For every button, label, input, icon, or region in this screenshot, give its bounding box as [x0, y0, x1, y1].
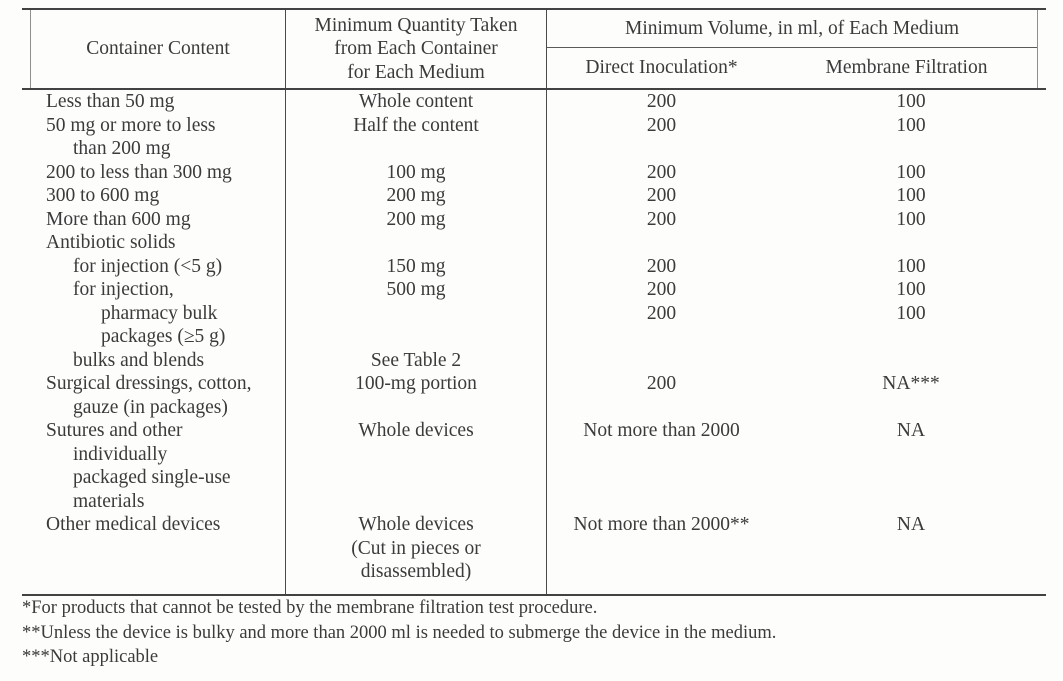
direct-inoculation-cell: 200	[646, 91, 677, 112]
membrane-filtration-cell: NA	[896, 514, 926, 535]
membrane-filtration-cell	[776, 349, 1046, 373]
header-minimum-quantity	[286, 10, 547, 88]
table-row	[22, 302, 1046, 326]
membrane-filtration-cell: NA***	[882, 373, 940, 394]
direct-inoculation-cell: 200	[646, 279, 677, 300]
spacer-cell	[547, 584, 776, 594]
header-quantity-line-1: Minimum Quantity Taken	[314, 14, 518, 36]
direct-inoculation-cell: 200	[646, 161, 677, 183]
membrane-filtration-cell	[776, 537, 1046, 561]
membrane-filtration-cell: 100	[896, 255, 926, 277]
membrane-filtration-cell: 100	[896, 161, 926, 183]
container-content-cell: Sutures and other	[22, 419, 286, 443]
direct-inoculation-cell: Not more than 2000	[583, 420, 740, 441]
quantity-cell: 100 mg	[286, 161, 547, 185]
header-membrane-filtration	[776, 48, 1037, 88]
container-content-cell: bulks and blends	[22, 349, 286, 373]
table-row	[22, 255, 1046, 279]
footnote-line: *For products that cannot be tested by the membrane filtration test procedure.	[22, 598, 598, 618]
container-content-cell: Less than 50 mg	[22, 90, 286, 114]
membrane-filtration-cell: 100	[896, 208, 926, 230]
table-row	[22, 114, 1046, 138]
quantity-cell	[286, 396, 547, 420]
quantity-cell: 150 mg	[286, 255, 547, 279]
container-content-cell: 200 to less than 300 mg	[22, 161, 286, 185]
direct-inoculation-cell	[547, 490, 776, 514]
quantity-cell: Half the content	[286, 114, 547, 138]
membrane-filtration-cell	[776, 325, 1046, 349]
quantity-cell: 100-mg portion	[286, 372, 547, 396]
header-minimum-volume-label: Minimum Volume, in ml, of Each Medium	[624, 17, 959, 39]
header-minimum-volume-group	[547, 10, 1037, 48]
container-content-cell: materials	[22, 490, 286, 514]
membrane-filtration-cell	[776, 396, 1046, 420]
container-content-cell: packages (≥5 g)	[22, 325, 286, 349]
quantity-cell	[286, 466, 547, 490]
membrane-filtration-cell: 100	[896, 302, 926, 324]
header-direct-inoculation-label: Direct Inoculation*	[585, 57, 738, 78]
quantity-cell: Whole content	[286, 90, 547, 114]
membrane-filtration-cell	[776, 490, 1046, 514]
container-content-cell	[22, 560, 286, 584]
table-row	[22, 278, 1046, 302]
quantity-cell: See Table 2	[286, 349, 547, 373]
direct-inoculation-cell: 200	[646, 114, 677, 136]
table-row	[22, 560, 1046, 584]
quantity-cell: 200 mg	[286, 184, 547, 208]
container-content-cell: for injection,	[22, 278, 286, 302]
table-row	[22, 184, 1046, 208]
table-row	[22, 419, 1046, 443]
membrane-filtration-cell	[776, 231, 1046, 255]
quantity-cell	[286, 490, 547, 514]
container-content-cell: Antibiotic solids	[22, 231, 286, 255]
header-container-content	[31, 10, 286, 88]
container-content-cell: gauze (in packages)	[22, 396, 286, 420]
direct-inoculation-cell: 200	[646, 208, 677, 230]
direct-inoculation-cell: 200	[646, 373, 677, 394]
direct-inoculation-cell	[547, 443, 776, 467]
direct-inoculation-cell: 200	[646, 185, 677, 206]
table-row	[22, 513, 1046, 537]
quantity-cell	[286, 137, 547, 161]
footnote-line: ***Not applicable	[22, 647, 159, 668]
spacer-cell	[286, 584, 547, 594]
direct-inoculation-cell	[547, 137, 776, 161]
quantity-cell	[286, 231, 547, 255]
quantity-cell	[286, 325, 547, 349]
header-quantity-line-2: from Each Container	[334, 38, 498, 60]
table-header	[30, 10, 1038, 88]
table-row	[22, 396, 1046, 420]
table-row	[22, 325, 1046, 349]
direct-inoculation-cell	[547, 537, 776, 561]
table-row	[22, 466, 1046, 490]
direct-inoculation-cell: Not more than 2000**	[573, 514, 750, 535]
direct-inoculation-cell: 200	[646, 302, 677, 324]
table-bottom-spacer-row	[22, 584, 1046, 594]
header-container-content-label: Container Content	[86, 38, 230, 59]
header-direct-inoculation	[547, 48, 776, 88]
membrane-filtration-cell	[776, 560, 1046, 584]
header-quantity-line-3: for Each Medium	[347, 61, 485, 83]
footnote-line: **Unless the device is bulky and more than 2000 ml is needed to submerge the device in the medium.	[22, 622, 777, 643]
direct-inoculation-cell	[547, 466, 776, 490]
table-row	[22, 372, 1046, 396]
container-content-cell: More than 600 mg	[22, 208, 286, 232]
table-body	[22, 90, 1046, 594]
membrane-filtration-cell	[776, 443, 1046, 467]
container-content-cell: 50 mg or more to less	[22, 114, 286, 138]
membrane-filtration-cell: 100	[896, 114, 926, 136]
table-row	[22, 208, 1046, 232]
spacer-cell	[776, 584, 1046, 594]
quantity-cell: 500 mg	[286, 278, 547, 302]
table-row	[22, 90, 1046, 114]
direct-inoculation-cell	[547, 560, 776, 584]
container-content-cell: packaged single-use	[22, 466, 286, 490]
table-row	[22, 137, 1046, 161]
membrane-filtration-cell: NA	[896, 420, 926, 441]
direct-inoculation-cell	[547, 231, 776, 255]
spacer-cell	[22, 584, 286, 594]
direct-inoculation-cell	[547, 325, 776, 349]
quantity-cell: Whole devices	[286, 419, 547, 443]
quantity-cell	[286, 302, 547, 326]
media-volume-table	[22, 8, 1046, 596]
container-content-cell: Surgical dressings, cotton,	[22, 372, 286, 396]
direct-inoculation-cell: 200	[646, 255, 677, 277]
membrane-filtration-cell: 100	[896, 279, 926, 300]
direct-inoculation-cell	[547, 396, 776, 420]
table-row	[22, 231, 1046, 255]
direct-inoculation-cell	[547, 349, 776, 373]
footnotes	[22, 596, 1032, 670]
container-content-cell: individually	[22, 443, 286, 467]
container-content-cell: pharmacy bulk	[22, 302, 286, 326]
table-row	[22, 443, 1046, 467]
container-content-cell: 300 to 600 mg	[22, 184, 286, 208]
header-membrane-filtration-label: Membrane Filtration	[825, 57, 988, 78]
quantity-cell: (Cut in pieces or	[286, 537, 547, 561]
table-row	[22, 537, 1046, 561]
container-content-cell: than 200 mg	[22, 137, 286, 161]
quantity-cell: disassembled)	[286, 560, 547, 584]
table-rows	[22, 90, 1046, 584]
membrane-filtration-cell	[776, 466, 1046, 490]
quantity-cell	[286, 443, 547, 467]
quantity-cell: 200 mg	[286, 208, 547, 232]
table-row	[22, 490, 1046, 514]
table-row	[22, 349, 1046, 373]
table-row	[22, 161, 1046, 185]
membrane-filtration-cell	[776, 137, 1046, 161]
container-content-cell	[22, 537, 286, 561]
container-content-cell: Other medical devices	[22, 513, 286, 537]
container-content-cell: for injection (<5 g)	[22, 255, 286, 279]
membrane-filtration-cell: 100	[896, 91, 926, 112]
membrane-filtration-cell: 100	[896, 185, 926, 206]
quantity-cell: Whole devices	[286, 513, 547, 537]
